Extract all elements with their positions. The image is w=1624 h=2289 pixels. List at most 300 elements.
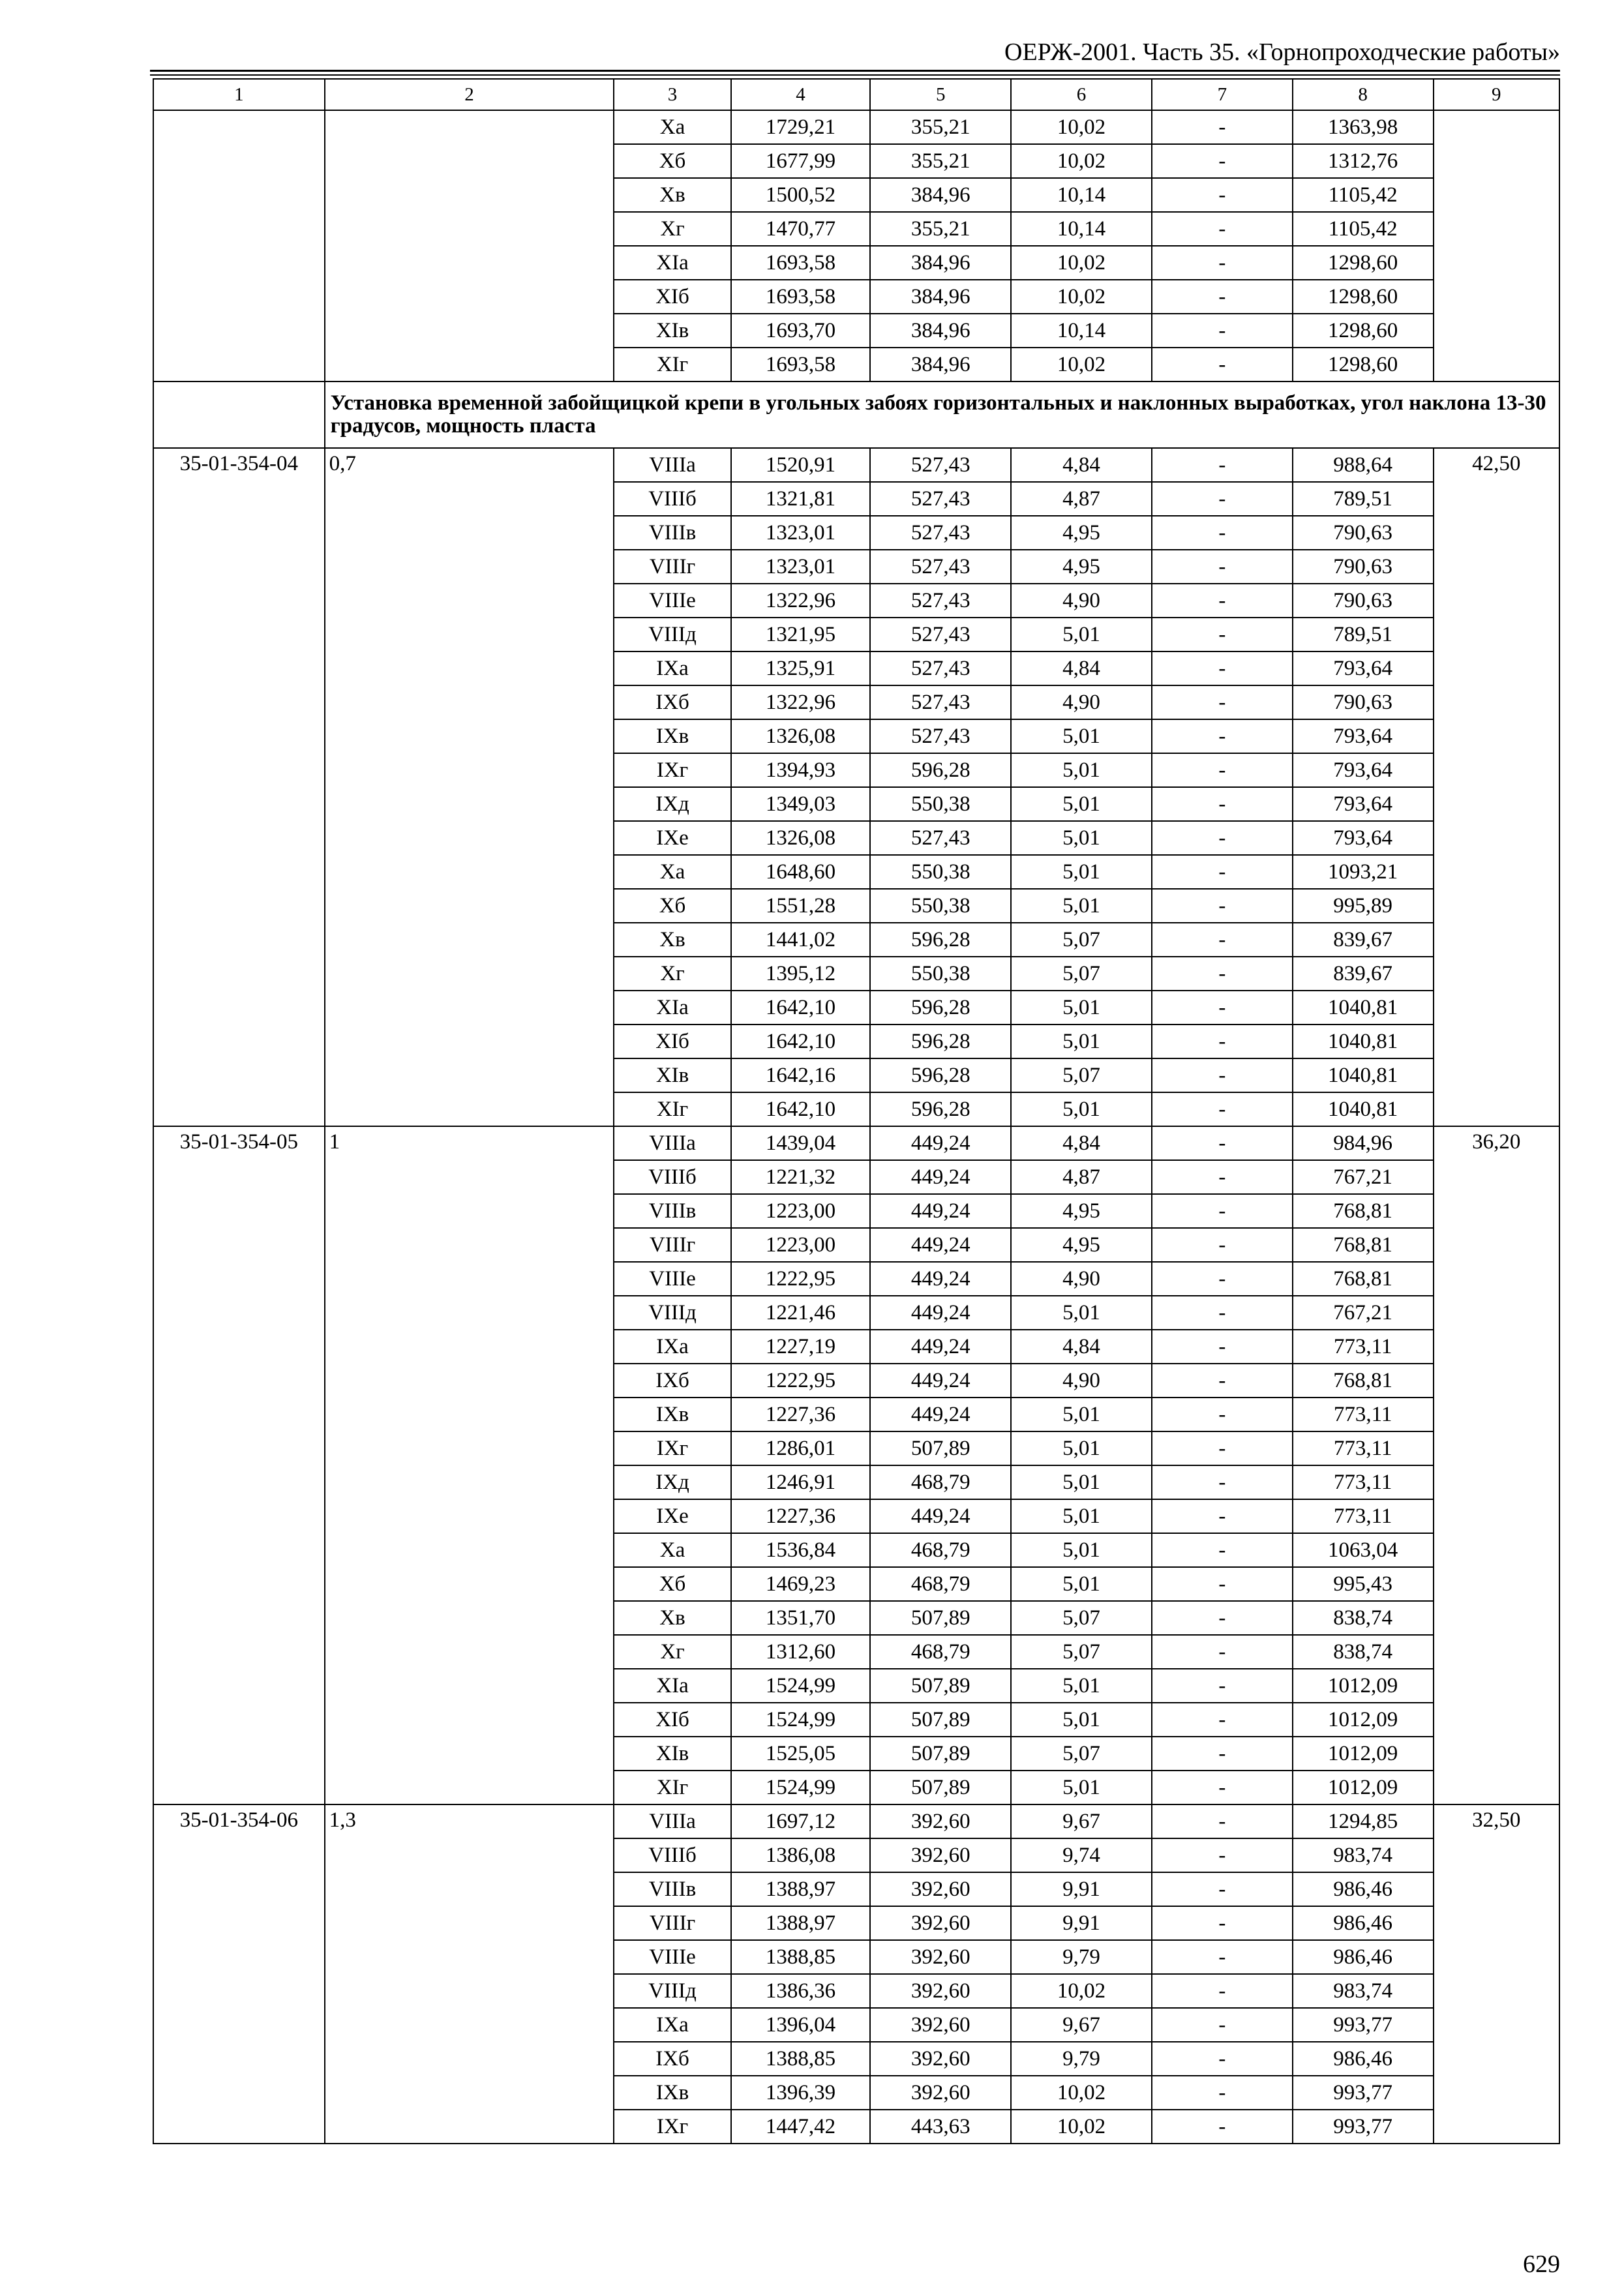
- table-cell: 1227,19: [731, 1330, 871, 1364]
- table-cell: IXг: [614, 753, 730, 787]
- table-cell: 1396,39: [731, 2076, 871, 2110]
- table-cell: 1012,09: [1293, 1703, 1434, 1737]
- table-cell: 507,89: [870, 1669, 1011, 1703]
- table-cell: 4,84: [1011, 651, 1152, 685]
- table-cell: 5,01: [1011, 1771, 1152, 1804]
- table-cell: 596,28: [870, 753, 1011, 787]
- table-cell: 1388,85: [731, 1940, 871, 1974]
- table-cell: Xг: [614, 1635, 730, 1669]
- table-cell: 9,91: [1011, 1872, 1152, 1906]
- table-cell: -: [1152, 1737, 1293, 1771]
- table-cell: VIIIб: [614, 1838, 730, 1872]
- table-cell: Xб: [614, 889, 730, 923]
- table-cell: 507,89: [870, 1601, 1011, 1635]
- table-cell: VIIIг: [614, 550, 730, 584]
- table-cell: 5,07: [1011, 1058, 1152, 1092]
- table-cell: -: [1152, 348, 1293, 382]
- table-cell: IXа: [614, 1330, 730, 1364]
- table-cell: VIIIа: [614, 448, 730, 482]
- table-cell: -: [1152, 1296, 1293, 1330]
- table-cell: 550,38: [870, 787, 1011, 821]
- table-cell: 4,90: [1011, 584, 1152, 618]
- table-cell: 468,79: [870, 1533, 1011, 1567]
- table-cell: -: [1152, 923, 1293, 957]
- table-cell: -: [1152, 1025, 1293, 1058]
- table-cell: 1642,16: [731, 1058, 871, 1092]
- table-cell: VIIIд: [614, 1296, 730, 1330]
- table-cell: XIа: [614, 246, 730, 280]
- table-cell: -: [1152, 1499, 1293, 1533]
- table-cell: Xб: [614, 1567, 730, 1601]
- table-cell: 4,95: [1011, 550, 1152, 584]
- table-cell: 507,89: [870, 1737, 1011, 1771]
- table-cell: 5,07: [1011, 957, 1152, 991]
- table-cell: 5,01: [1011, 1025, 1152, 1058]
- table-cell: 5,07: [1011, 1635, 1152, 1669]
- column-number: 4: [731, 79, 871, 110]
- table-cell: 527,43: [870, 482, 1011, 516]
- table-cell: 1642,10: [731, 991, 871, 1025]
- table-cell: 392,60: [870, 1974, 1011, 2008]
- table-cell: XIб: [614, 1025, 730, 1058]
- table-cell: 4,87: [1011, 1160, 1152, 1194]
- table-cell: -: [1152, 144, 1293, 178]
- table-cell: -: [1152, 550, 1293, 584]
- table-cell: -: [1152, 1567, 1293, 1601]
- table-cell: IXг: [614, 2110, 730, 2144]
- table-cell: 1105,42: [1293, 178, 1434, 212]
- table-cell: -: [1152, 314, 1293, 348]
- table-cell: -: [1152, 2008, 1293, 2042]
- section-heading-spacer: [153, 382, 325, 448]
- table-cell: 4,95: [1011, 1194, 1152, 1228]
- table-row: [153, 110, 1559, 144]
- table-cell: -: [1152, 889, 1293, 923]
- table-cell: 793,64: [1293, 821, 1434, 855]
- table-cell: 596,28: [870, 991, 1011, 1025]
- table-cell: XIг: [614, 1771, 730, 1804]
- table-cell: -: [1152, 1398, 1293, 1431]
- table-cell: 4,87: [1011, 482, 1152, 516]
- table-cell: 1012,09: [1293, 1669, 1434, 1703]
- column-number: 5: [870, 79, 1011, 110]
- table-cell: 1642,10: [731, 1092, 871, 1126]
- table-cell: -: [1152, 685, 1293, 719]
- column-number: 6: [1011, 79, 1152, 110]
- table-cell: 1388,97: [731, 1906, 871, 1940]
- table-cell: 1012,09: [1293, 1737, 1434, 1771]
- table-cell: IXв: [614, 719, 730, 753]
- table-cell: XIг: [614, 348, 730, 382]
- table-cell: 1693,70: [731, 314, 871, 348]
- table-row: [153, 448, 1559, 482]
- table-cell: -: [1152, 787, 1293, 821]
- table-cell: 793,64: [1293, 787, 1434, 821]
- seam-thickness: 0,7: [325, 448, 614, 1126]
- col9-value: 32,50: [1434, 1804, 1559, 2144]
- table-cell: -: [1152, 1703, 1293, 1737]
- table-cell: 1395,12: [731, 957, 871, 991]
- table-cell: 5,01: [1011, 991, 1152, 1025]
- table-cell: 5,01: [1011, 1296, 1152, 1330]
- table-cell: 5,07: [1011, 1737, 1152, 1771]
- table-cell: 449,24: [870, 1398, 1011, 1431]
- table-cell: -: [1152, 2042, 1293, 2076]
- table-cell: -: [1152, 1330, 1293, 1364]
- table-cell: 1469,23: [731, 1567, 871, 1601]
- table-cell: 1286,01: [731, 1431, 871, 1465]
- table-cell: 1693,58: [731, 348, 871, 382]
- table-cell: 449,24: [870, 1330, 1011, 1364]
- table-cell: 5,07: [1011, 923, 1152, 957]
- table-row: [153, 1126, 1559, 1160]
- table-cell: 1525,05: [731, 1737, 871, 1771]
- header-rule: [150, 70, 1560, 72]
- table-cell: XIа: [614, 1669, 730, 1703]
- running-header: ОЕРЖ-2001. Часть 35. «Горнопроходческие работы»: [1004, 38, 1560, 66]
- table-cell: 449,24: [870, 1262, 1011, 1296]
- table-cell: -: [1152, 1940, 1293, 1974]
- table-cell: -: [1152, 110, 1293, 144]
- table-cell: 527,43: [870, 584, 1011, 618]
- table-cell: 449,24: [870, 1499, 1011, 1533]
- table-cell: 355,21: [870, 212, 1011, 246]
- table-cell: 1040,81: [1293, 1058, 1434, 1092]
- column-number: 9: [1434, 79, 1559, 110]
- table-cell: XIб: [614, 1703, 730, 1737]
- table-cell: 4,90: [1011, 1262, 1152, 1296]
- table-cell: 10,14: [1011, 314, 1152, 348]
- table-cell: 1105,42: [1293, 212, 1434, 246]
- table-cell: 596,28: [870, 1025, 1011, 1058]
- table-cell: Xв: [614, 923, 730, 957]
- table-cell: 392,60: [870, 2076, 1011, 2110]
- table-cell: 5,01: [1011, 618, 1152, 651]
- table-cell: 986,46: [1293, 1906, 1434, 1940]
- table-cell: 355,21: [870, 110, 1011, 144]
- table-cell: 1447,42: [731, 2110, 871, 2144]
- table-cell: VIIIа: [614, 1804, 730, 1838]
- table-cell: XIг: [614, 1092, 730, 1126]
- table-cell: 1093,21: [1293, 855, 1434, 889]
- table-cell: -: [1152, 2076, 1293, 2110]
- thickness-cell-empty: [325, 110, 614, 382]
- table-cell: 1323,01: [731, 550, 871, 584]
- page-number: 629: [1523, 2251, 1560, 2278]
- table-cell: 1677,99: [731, 144, 871, 178]
- table-cell: 1349,03: [731, 787, 871, 821]
- table-cell: 1729,21: [731, 110, 871, 144]
- table-cell: 790,63: [1293, 685, 1434, 719]
- table-cell: 767,21: [1293, 1296, 1434, 1330]
- table-cell: 449,24: [870, 1194, 1011, 1228]
- table-cell: -: [1152, 1533, 1293, 1567]
- table-cell: -: [1152, 1126, 1293, 1160]
- norm-code: 35-01-354-06: [153, 1804, 325, 2144]
- table-cell: 1351,70: [731, 1601, 871, 1635]
- table-cell: -: [1152, 651, 1293, 685]
- table-cell: 789,51: [1293, 618, 1434, 651]
- table-cell: 9,79: [1011, 1940, 1152, 1974]
- table-cell: 1312,76: [1293, 144, 1434, 178]
- table-cell: -: [1152, 1431, 1293, 1465]
- section-heading-row: [153, 382, 1559, 448]
- table-cell: 550,38: [870, 957, 1011, 991]
- table-cell: 1321,95: [731, 618, 871, 651]
- table-cell: 4,84: [1011, 448, 1152, 482]
- table-cell: 768,81: [1293, 1194, 1434, 1228]
- table-cell: 773,11: [1293, 1499, 1434, 1533]
- table-cell: -: [1152, 1160, 1293, 1194]
- table-cell: 596,28: [870, 1092, 1011, 1126]
- table-row: [153, 1804, 1559, 1838]
- seam-thickness: 1: [325, 1126, 614, 1804]
- table-cell: 5,01: [1011, 1567, 1152, 1601]
- table-cell: 4,95: [1011, 516, 1152, 550]
- column-number: 2: [325, 79, 614, 110]
- table-cell: -: [1152, 1872, 1293, 1906]
- table-cell: 993,77: [1293, 2110, 1434, 2144]
- table-cell: 527,43: [870, 516, 1011, 550]
- table-cell: 10,02: [1011, 2076, 1152, 2110]
- table-cell: 1386,36: [731, 1974, 871, 2008]
- table-cell: -: [1152, 212, 1293, 246]
- table-cell: 527,43: [870, 651, 1011, 685]
- table-cell: IXг: [614, 1431, 730, 1465]
- table-cell: 4,95: [1011, 1228, 1152, 1262]
- table-cell: 767,21: [1293, 1160, 1434, 1194]
- table-cell: 10,02: [1011, 280, 1152, 314]
- table-cell: -: [1152, 1228, 1293, 1262]
- table-cell: -: [1152, 482, 1293, 516]
- table-cell: 5,01: [1011, 753, 1152, 787]
- column-number: 3: [614, 79, 730, 110]
- table-cell: -: [1152, 516, 1293, 550]
- table-cell: 550,38: [870, 855, 1011, 889]
- table-cell: IXб: [614, 685, 730, 719]
- table-cell: 1298,60: [1293, 348, 1434, 382]
- table-cell: -: [1152, 957, 1293, 991]
- table-cell: 9,74: [1011, 1838, 1152, 1872]
- table-cell: 527,43: [870, 821, 1011, 855]
- table-cell: 986,46: [1293, 1940, 1434, 1974]
- table-cell: Xа: [614, 110, 730, 144]
- table-cell: Xв: [614, 178, 730, 212]
- table-cell: 355,21: [870, 144, 1011, 178]
- table-cell: -: [1152, 719, 1293, 753]
- table-cell: VIIIд: [614, 618, 730, 651]
- table-cell: VIIIв: [614, 516, 730, 550]
- table-cell: 384,96: [870, 280, 1011, 314]
- table-cell: -: [1152, 821, 1293, 855]
- table-cell: 790,63: [1293, 550, 1434, 584]
- table-cell: VIIIе: [614, 1262, 730, 1296]
- table-cell: 5,01: [1011, 821, 1152, 855]
- table-cell: 793,64: [1293, 753, 1434, 787]
- table-cell: 507,89: [870, 1703, 1011, 1737]
- table-cell: -: [1152, 178, 1293, 212]
- table-cell: Xб: [614, 144, 730, 178]
- table-cell: XIа: [614, 991, 730, 1025]
- price-table: [153, 78, 1560, 2144]
- table-cell: 1227,36: [731, 1499, 871, 1533]
- table-cell: 449,24: [870, 1228, 1011, 1262]
- table-cell: 986,46: [1293, 1872, 1434, 1906]
- table-cell: 384,96: [870, 314, 1011, 348]
- table-cell: 4,84: [1011, 1126, 1152, 1160]
- table-cell: 449,24: [870, 1296, 1011, 1330]
- column-number: 7: [1152, 79, 1293, 110]
- table-cell: 1040,81: [1293, 991, 1434, 1025]
- table-cell: 1396,04: [731, 2008, 871, 2042]
- table-cell: 449,24: [870, 1160, 1011, 1194]
- table-cell: IXе: [614, 821, 730, 855]
- table-cell: 527,43: [870, 618, 1011, 651]
- norm-code: 35-01-354-04: [153, 448, 325, 1126]
- table-cell: 384,96: [870, 348, 1011, 382]
- table-cell: 790,63: [1293, 516, 1434, 550]
- table-cell: 10,14: [1011, 212, 1152, 246]
- table-cell: 789,51: [1293, 482, 1434, 516]
- table-cell: -: [1152, 448, 1293, 482]
- table-cell: 1388,85: [731, 2042, 871, 2076]
- table-cell: 5,01: [1011, 855, 1152, 889]
- table-cell: 1227,36: [731, 1398, 871, 1431]
- table-cell: IXд: [614, 1465, 730, 1499]
- table-cell: 392,60: [870, 1838, 1011, 1872]
- table-cell: -: [1152, 1058, 1293, 1092]
- table-cell: 507,89: [870, 1771, 1011, 1804]
- table-cell: 468,79: [870, 1465, 1011, 1499]
- table-cell: -: [1152, 1771, 1293, 1804]
- table-cell: 10,02: [1011, 110, 1152, 144]
- table-cell: 550,38: [870, 889, 1011, 923]
- table-cell: 10,02: [1011, 246, 1152, 280]
- table-cell: 5,01: [1011, 1499, 1152, 1533]
- table-cell: 838,74: [1293, 1601, 1434, 1635]
- table-cell: Xг: [614, 212, 730, 246]
- table-cell: 1439,04: [731, 1126, 871, 1160]
- table-cell: 443,63: [870, 2110, 1011, 2144]
- table-cell: 1551,28: [731, 889, 871, 923]
- table-cell: 1312,60: [731, 1635, 871, 1669]
- table-cell: IXа: [614, 2008, 730, 2042]
- table-cell: 1363,98: [1293, 110, 1434, 144]
- table-cell: 392,60: [870, 2008, 1011, 2042]
- table-cell: -: [1152, 1635, 1293, 1669]
- table-cell: 468,79: [870, 1635, 1011, 1669]
- table-cell: 1012,09: [1293, 1771, 1434, 1804]
- table-cell: 1325,91: [731, 651, 871, 685]
- header-rule-thin: [150, 74, 1560, 76]
- table-cell: 768,81: [1293, 1364, 1434, 1398]
- table-cell: 1321,81: [731, 482, 871, 516]
- table-cell: Xв: [614, 1601, 730, 1635]
- table-cell: XIв: [614, 314, 730, 348]
- table-cell: 449,24: [870, 1364, 1011, 1398]
- table-cell: XIв: [614, 1058, 730, 1092]
- table-cell: 507,89: [870, 1431, 1011, 1465]
- table-cell: VIIIб: [614, 1160, 730, 1194]
- table-cell: 1394,93: [731, 753, 871, 787]
- table-cell: 9,67: [1011, 2008, 1152, 2042]
- table-cell: -: [1152, 1601, 1293, 1635]
- table-cell: 5,01: [1011, 1465, 1152, 1499]
- table-cell: VIIIг: [614, 1906, 730, 1940]
- table-cell: 5,01: [1011, 1092, 1152, 1126]
- table-cell: 1524,99: [731, 1771, 871, 1804]
- column-number: 8: [1293, 79, 1434, 110]
- table-cell: 773,11: [1293, 1431, 1434, 1465]
- table-cell: 5,01: [1011, 889, 1152, 923]
- table-cell: IXд: [614, 787, 730, 821]
- table-cell: 5,01: [1011, 1703, 1152, 1737]
- table-cell: 392,60: [870, 1906, 1011, 1940]
- table-cell: IXа: [614, 651, 730, 685]
- table-cell: IXв: [614, 2076, 730, 2110]
- table-cell: 392,60: [870, 2042, 1011, 2076]
- table-cell: 1221,32: [731, 1160, 871, 1194]
- table-cell: -: [1152, 1364, 1293, 1398]
- table-cell: 4,90: [1011, 685, 1152, 719]
- table-cell: -: [1152, 855, 1293, 889]
- table-cell: 5,07: [1011, 1601, 1152, 1635]
- table-cell: 10,02: [1011, 348, 1152, 382]
- table-cell: 1648,60: [731, 855, 871, 889]
- table-cell: -: [1152, 1669, 1293, 1703]
- table-cell: 5,01: [1011, 1398, 1152, 1431]
- table-cell: -: [1152, 1465, 1293, 1499]
- table-cell: 983,74: [1293, 1974, 1434, 2008]
- table-cell: 5,01: [1011, 787, 1152, 821]
- table-cell: 773,11: [1293, 1465, 1434, 1499]
- col9-cell-empty: [1434, 110, 1559, 382]
- table-cell: 768,81: [1293, 1262, 1434, 1296]
- table-cell: 1223,00: [731, 1194, 871, 1228]
- table-cell: 993,77: [1293, 2008, 1434, 2042]
- table-cell: 986,46: [1293, 2042, 1434, 2076]
- table-cell: 995,89: [1293, 889, 1434, 923]
- table-cell: 773,11: [1293, 1330, 1434, 1364]
- table-cell: 1500,52: [731, 178, 871, 212]
- table-cell: 1386,08: [731, 1838, 871, 1872]
- table-cell: IXб: [614, 2042, 730, 2076]
- table-cell: 392,60: [870, 1872, 1011, 1906]
- table-cell: 1470,77: [731, 212, 871, 246]
- table-cell: 993,77: [1293, 2076, 1434, 2110]
- table-cell: 1693,58: [731, 246, 871, 280]
- table-cell: 1524,99: [731, 1669, 871, 1703]
- table-cell: 5,01: [1011, 1431, 1152, 1465]
- table-cell: VIIIб: [614, 482, 730, 516]
- table-cell: 1298,60: [1293, 246, 1434, 280]
- column-number-row: [153, 79, 1559, 110]
- table-cell: 1326,08: [731, 719, 871, 753]
- table-cell: 4,90: [1011, 1364, 1152, 1398]
- table-cell: 1040,81: [1293, 1025, 1434, 1058]
- table-cell: 984,96: [1293, 1126, 1434, 1160]
- table-cell: 1388,97: [731, 1872, 871, 1906]
- table-cell: 1322,96: [731, 584, 871, 618]
- table-cell: 468,79: [870, 1567, 1011, 1601]
- table-cell: 9,91: [1011, 1906, 1152, 1940]
- table-cell: 1222,95: [731, 1364, 871, 1398]
- table-cell: 384,96: [870, 178, 1011, 212]
- table-cell: XIб: [614, 280, 730, 314]
- seam-thickness: 1,3: [325, 1804, 614, 2144]
- table-cell: -: [1152, 618, 1293, 651]
- table-cell: 5,01: [1011, 1533, 1152, 1567]
